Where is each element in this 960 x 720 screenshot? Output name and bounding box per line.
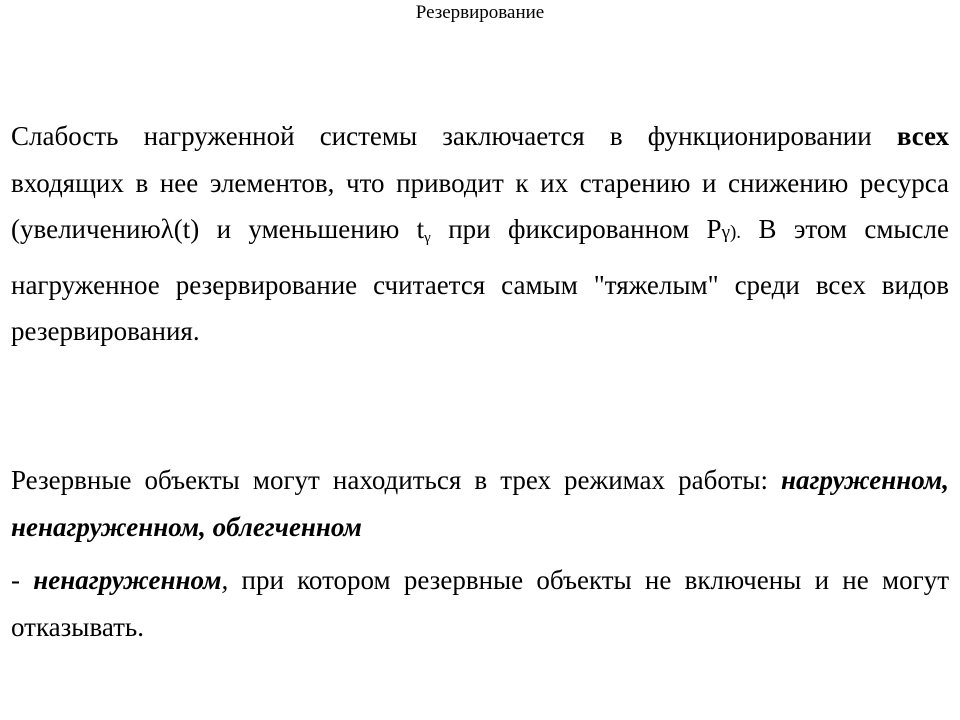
paragraph1-text-2: входящих в нее элементов, что приводит к их старению и снижению ресурса (увеличению	[11, 167, 949, 244]
gamma-subscript: γ	[424, 230, 431, 246]
paragraph-loaded-system-weakness	[11, 113, 949, 355]
reserve-modes-list: нагруженном, ненагруженном, облегченном	[11, 465, 949, 542]
paragraph-unloaded-mode	[11, 557, 949, 650]
paragraph2-text-1: Резервные объекты могут находиться в трех режимах работы:	[11, 465, 782, 495]
paragraph1-text-5: В этом смысле нагруженное резервирование считается самым "тяжелым" среди всех видов резервирования.	[11, 214, 949, 346]
paragraph3-dash: -	[11, 565, 34, 595]
unloaded-term: ненагруженном	[33, 565, 222, 595]
paragraph1-bold-all: всех	[896, 121, 949, 151]
paragraph-reserve-modes	[11, 457, 949, 550]
gamma-small: γ).	[721, 222, 742, 243]
paragraph3-comma: ,	[221, 565, 229, 595]
paragraph1-text-4: при фиксированном Р	[430, 214, 722, 244]
paragraph1-text-1: Слабость нагруженной системы заключается в функционировании	[11, 121, 897, 151]
paragraph1-text-3: (t) и уменьшению t	[173, 214, 425, 244]
paragraph3-text-1: при котором резервные объекты не включены и не могут отказывать.	[11, 565, 949, 642]
lambda-symbol: λ	[160, 214, 174, 244]
slide-title: Резервирование	[415, 2, 545, 23]
